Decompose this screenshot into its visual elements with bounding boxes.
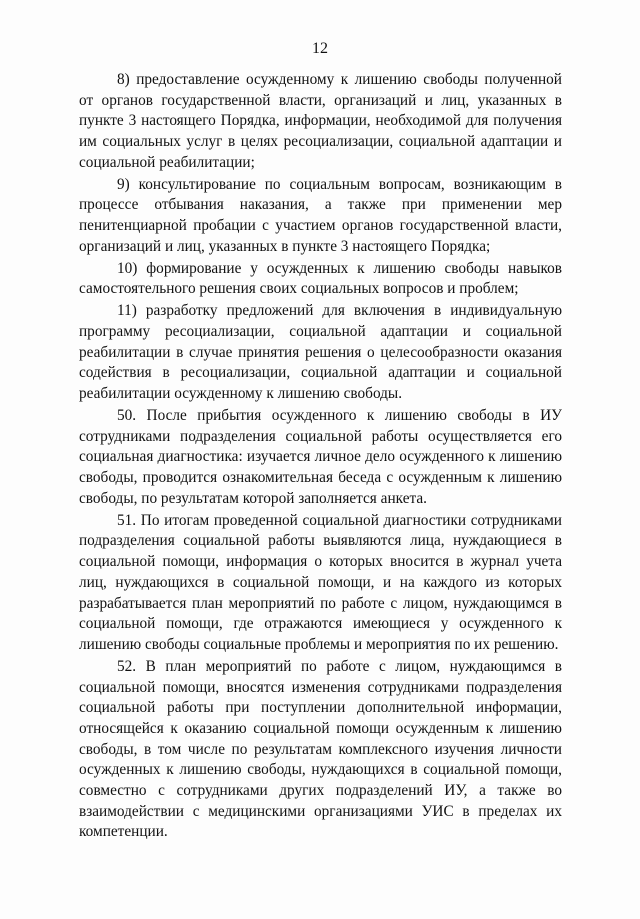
document-body <box>79 70 562 844</box>
page-number: 12 <box>312 40 328 57</box>
paragraph-section-50: 50. После прибытия осужденного к лишению свободы в ИУ сотрудниками подразделения социальной работы осуществляется его социальная диагностика: изучается личное дело осужденного к лишению свободы, проводится ознакомительная беседа с осужденным к лишению свободы, по результатам которой заполняется анкета. <box>79 407 562 507</box>
paragraph-section-52: 52. В план мероприятий по работе с лицом, нуждающимся в социальной помощи, вносятся изменения сотрудниками подразделения социальной работы при поступлении дополнительной информации, относящейся к оказанию социальной помощи осужденным к лишению свободы, в том числе по результатам комплексного изучения личности осужденных к лишению свободы, нуждающихся в социальной помощи, совместно с сотрудниками других подразделений ИУ, а также во взаимодействии с медицинскими организациями УИС в пределах их компетенции. <box>79 657 562 841</box>
paragraph-section-51: 51. По итогам проведенной социальной диагностики сотрудниками подразделения социальной работы выявляются лица, нуждающиеся в социальной помощи, информация о которых вносится в журнал учета лиц, нуждающихся в социальной помощи, и на каждого из которых разрабатывается план мероприятий по работе с лицом, нуждающимся в социальной помощи, где отражаются имеющиеся у осужденного к лишению свободы социальные проблемы и мероприятия по их решению. <box>79 511 562 653</box>
paragraph-item-11: 11) разработку предложений для включения в индивидуальную программу ресоциализации, социальной адаптации и социальной реабилитации в случае принятия решения о целесообразности оказания содействия в ресоциализации, социальной адаптации и социальной реабилитации осужденному к лишению свободы. <box>79 302 562 403</box>
paragraph-item-9: 9) консультирование по социальным вопросам, возникающим в процессе отбывания наказания, а также при применении мер пенитенциарной пробации с участием органов государственной власти, организаций и лиц, указанных в пункте 3 настоящего Порядка; <box>79 175 562 255</box>
paragraph-item-8: 8) предоставление осужденному к лишению свободы полученной от органов государственной власти, организаций и лиц, указанных в пункте 3 настоящего Порядка, информации, необходимой для получения им социальных услуг в целях ресоциализации, социальной адаптации и социальной реабилитации; <box>79 71 562 171</box>
paragraph-item-10: 10) формирование у осужденных к лишению свободы навыков самостоятельного решения своих социальных вопросов и проблем; <box>79 259 562 298</box>
